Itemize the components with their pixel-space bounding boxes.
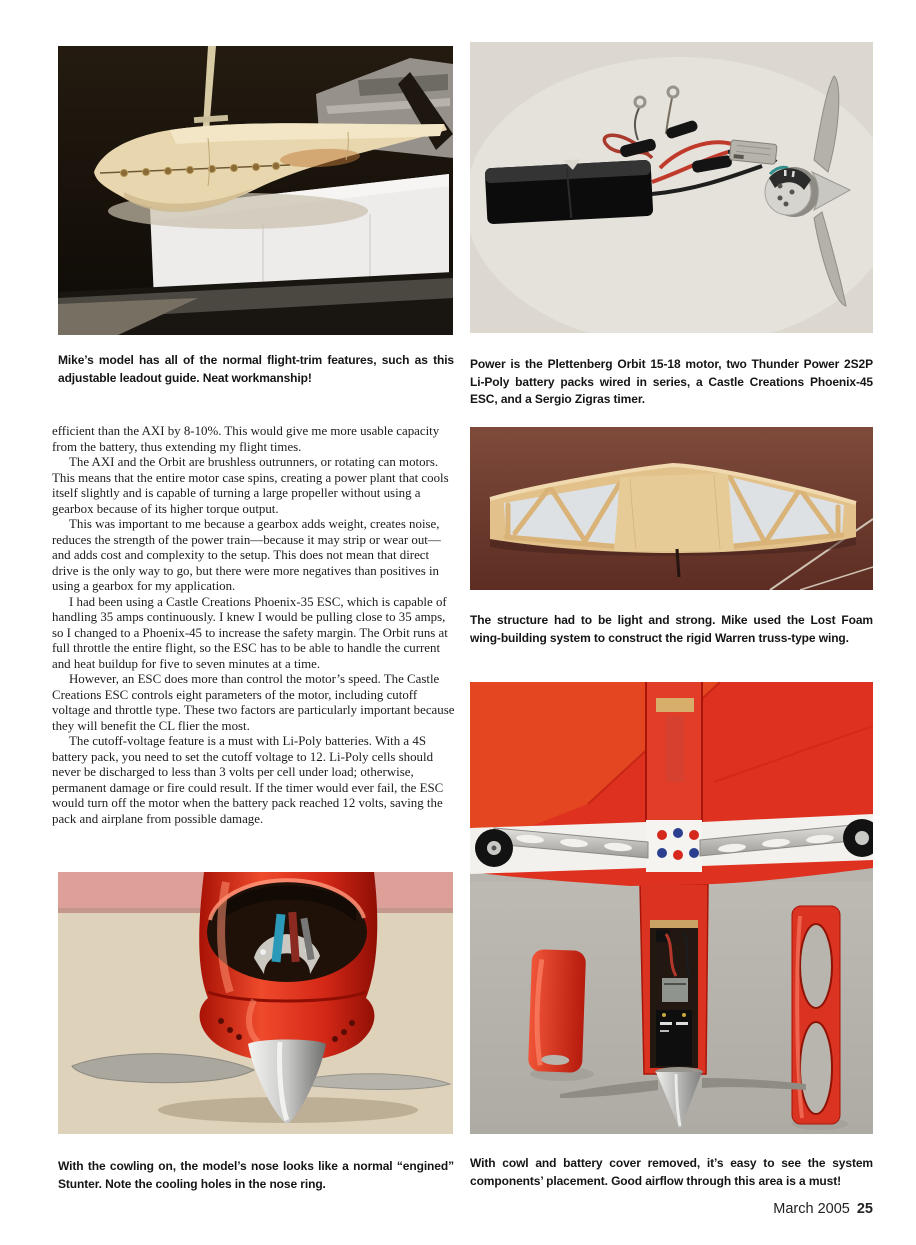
photo-leadout-illustration [58, 46, 453, 335]
page-footer [773, 1201, 873, 1217]
issue-date: March 2005 [773, 1201, 850, 1217]
caption-power: Power is the Plettenberg Orbit 15-18 motor, two Thunder Power 2S2P Li-Poly battery packs wired in series, a Castle Creations Phoenix-45 ESC, and a Sergio Zigras timer. [470, 357, 873, 406]
caption-cowling: With the cowling on, the model’s nose looks like a normal “engined” Stunter. Note the cooling holes in the nose ring. [58, 1159, 454, 1191]
photo-truss-wing [470, 427, 873, 590]
caption-components: With cowl and battery cover removed, it’s easy to see the system components’ placement. Good airflow through this area is a must! [470, 1156, 873, 1188]
caption-wing: The structure had to be light and strong. Mike used the Lost Foam wing-building system to construct the rigid Warren truss-type wing. [470, 613, 873, 645]
article-paragraph: The AXI and the Orbit are brushless outrunners, or rotating can motors. This means that the entire motor case spins, creating a power plant that cools itself slightly and is capable of turning a large propeller without using a gearbox because of its higher torque output. [52, 455, 449, 516]
photo-cowling-illustration [58, 872, 453, 1134]
page-number: 25 [856, 1201, 873, 1217]
photo-components-illustration [470, 682, 873, 1134]
article-paragraph: This was important to me because a gearbox adds weight, creates noise, reduces the strength of the power train—because it may strip or wear out—and adds cost and complexity to the setup. This does not mean that direct drive is the only way to go, but there were more negatives than positives in using a gearbox for my application. [52, 517, 441, 593]
photo-components [470, 682, 873, 1134]
photo-wing-illustration [470, 427, 873, 590]
photo-power-system [470, 42, 873, 333]
caption-leadout: Mike’s model has all of the normal flight-trim features, such as this adjustable leadout guide. Neat workmanship! [58, 353, 454, 385]
article-paragraph: The cutoff-voltage feature is a must with Li-Poly batteries. With a 4S battery pack, you need to set the cutoff voltage to 12. Li-Poly cells should never be discharged to less than 3 volts per cell under load; otherwise, permanent damage or fire could result. If the timer would ever fail, the ESC would turn off the motor when the battery pack reached 12 volts, saving the pack and airplane from possible damage. [52, 734, 444, 826]
article-paragraph: However, an ESC does more than control the motor’s speed. The Castle Creations ESC controls eight parameters of the motor, including cutoff voltage and throttle type. These two factors are particularly important because they will benefit the CL flier the most. [52, 672, 455, 733]
photo-cowling [58, 872, 453, 1134]
article-paragraph: efficient than the AXI by 8-10%. This would give me more usable capacity from the battery, thus extending my flight times. [52, 424, 440, 454]
photo-power-illustration [470, 42, 873, 333]
photo-leadout-guide [58, 46, 453, 335]
article-body [52, 424, 458, 827]
article-paragraph: I had been using a Castle Creations Phoenix-35 ESC, which is capable of handling 35 amps continuously. I knew I would be pulling close to 35 amps, so I changed to a Phoenix-45 to increase the safety margin. The Orbit runs at full throttle the entire flight, so the ESC has to be able to handle the current and heat buildup for five to seven minutes at a time. [52, 594, 448, 671]
